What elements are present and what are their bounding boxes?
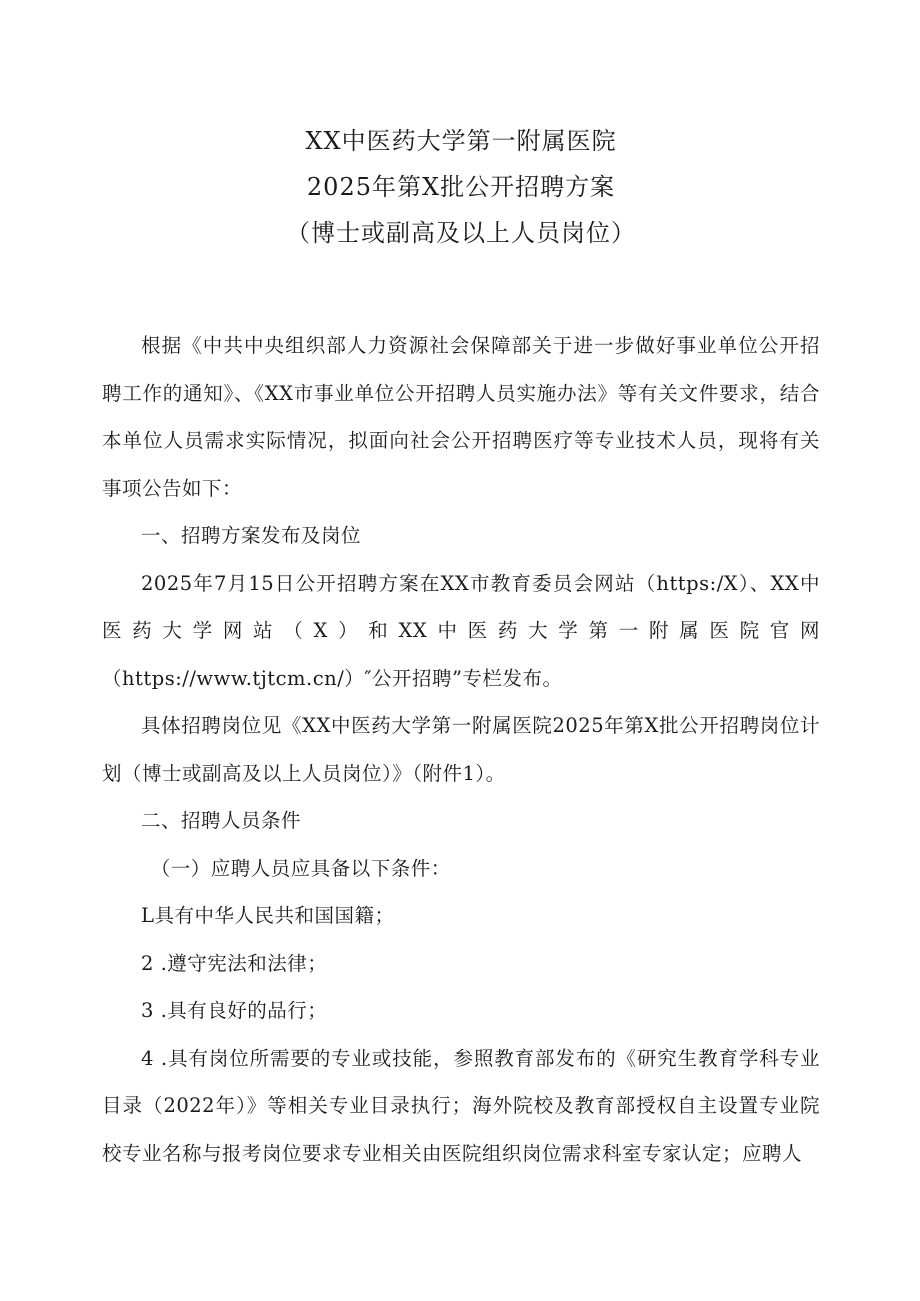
- title-line-2: 2025年第X批公开招聘方案: [306, 173, 616, 201]
- document-body: [102, 322, 820, 1177]
- title-line-1: XX中医药大学第一附属医院: [305, 127, 617, 155]
- title-line-3: （博士或副高及以上人员岗位）: [286, 219, 636, 247]
- condition-item-1: L具有中华人民共和国国籍；: [141, 904, 395, 927]
- section-2-subheading: （一）应聘人员应具备以下条件：: [150, 856, 451, 880]
- section-2-heading: 二、招聘人员条件: [141, 809, 302, 832]
- section-1-paragraph-1: 2025年7月15日公开招聘方案在XX市教育委员会网站（https:/X）、XX中医药大学网站（X）和XX中医药大学第一附属医院官网（https://www.tjtcm.cn/）″公开招聘”专栏发布。: [102, 571, 820, 690]
- section-1-heading: 一、招聘方案发布及岗位: [141, 524, 362, 547]
- document-title-block: [102, 118, 820, 256]
- section-1-paragraph-2: 具体招聘岗位见《XX中医药大学第一附属医院2025年第X批公开招聘岗位计划（博士或副高及以上人员岗位）》（附件1）。: [102, 714, 820, 785]
- condition-item-3: 3 .具有良好的品行；: [141, 999, 328, 1022]
- condition-item-2: 2 .遵守宪法和法律；: [141, 951, 328, 975]
- condition-item-4: 4 .具有岗位所需要的专业或技能，参照教育部发布的《研究生教育学科专业目录（2022年）》等相关专业目录执行；海外院校及教育部授权自主设置专业院校专业名称与报考岗位要求专业相关由医院组织岗位需求科室专家认定；应聘人: [102, 1046, 820, 1165]
- intro-paragraph: 根据《中共中央组织部人力资源社会保障部关于进一步做好事业单位公开招聘工作的通知》、《XX市事业单位公开招聘人员实施办法》等有关文件要求，结合本单位人员需求实际情况，拟面向社会公开招聘医疗等专业技术人员，现将有关事项公告如下：: [102, 334, 820, 500]
